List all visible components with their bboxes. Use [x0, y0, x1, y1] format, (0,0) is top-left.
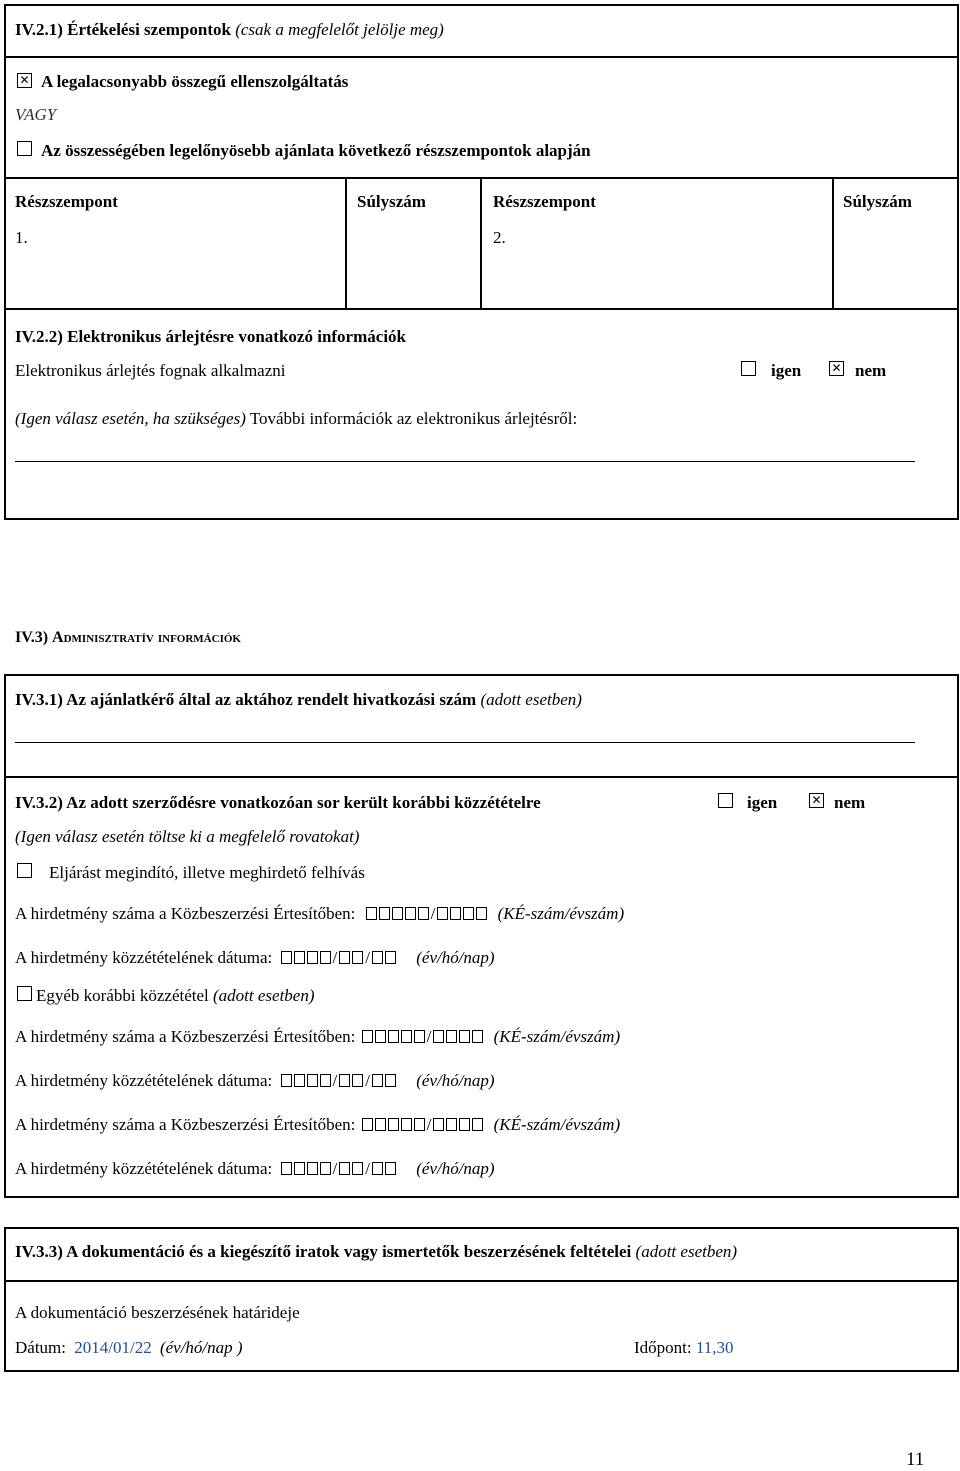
option-lowest-price: A legalacsonyabb összegű ellenszolgáltatás	[41, 72, 349, 91]
section-title	[15, 691, 582, 708]
section-title-note: (csak a megfelelőt jelölje meg)	[235, 20, 444, 39]
checkbox[interactable]	[718, 793, 733, 808]
date-value[interactable]: 2014/01/22	[74, 1338, 152, 1357]
checkbox[interactable]	[17, 986, 32, 1001]
no-label: nem	[855, 361, 887, 380]
table-col-divider	[345, 177, 347, 310]
time-row	[634, 1339, 733, 1356]
notice-number-hint: (KÉ-szám/évszám)	[497, 904, 625, 923]
info-text: További információk az elektronikus árlejtésről:	[249, 409, 578, 428]
slash: /	[332, 1159, 338, 1178]
notice-date-field[interactable]	[281, 1071, 398, 1090]
section-heading-prefix: IV.3)	[15, 629, 49, 646]
divider	[4, 776, 959, 778]
notice-date-row	[15, 1160, 495, 1177]
option-other-text: Egyéb korábbi közzététel	[36, 986, 209, 1005]
info-note: (Igen válasz esetén, ha szükséges)	[15, 409, 246, 428]
checked-checkbox[interactable]: ✕	[809, 793, 824, 808]
notice-number-hint: (KÉ-szám/évszám)	[493, 1027, 621, 1046]
notice-date-label: A hirdetmény közzétételének dátuma:	[15, 948, 273, 967]
section-title	[15, 1243, 737, 1260]
question-label: Elektronikus árlejtés fognak alkalmazni	[15, 361, 286, 380]
option-label: Eljárást megindító, illetve meghirdető felhívás	[49, 863, 365, 882]
table-header-weight: Súlyszám	[843, 192, 912, 211]
notice-date-row	[15, 949, 495, 966]
section-title	[15, 21, 444, 38]
section-title: IV.2.2) Elektronikus árlejtésre vonatkozó információk	[15, 327, 406, 346]
table-header-weight: Súlyszám	[357, 192, 426, 211]
notice-date-label: A hirdetmény közzétételének dátuma:	[15, 1071, 273, 1090]
slash: /	[332, 948, 338, 967]
checkbox[interactable]	[17, 863, 32, 878]
yes-label: igen	[771, 361, 802, 380]
notice-number-row	[15, 1028, 620, 1045]
date-label: Dátum:	[15, 1338, 66, 1357]
checkbox[interactable]	[17, 141, 32, 156]
slash: /	[332, 1071, 338, 1090]
notice-date-row	[15, 1072, 495, 1089]
time-label: Időpont:	[634, 1338, 692, 1357]
section-title-text: IV.3.3) A dokumentáció és a kiegészítő iratok vagy ismertetők beszerzésének feltételei	[15, 1242, 632, 1261]
option-other	[36, 987, 315, 1004]
time-value[interactable]: 11,30	[695, 1338, 734, 1357]
section-title-text: IV.2.1) Értékelési szempontok	[15, 20, 231, 39]
page-number: 11	[906, 1449, 925, 1470]
section-heading	[15, 630, 241, 646]
notice-number-hint: (KÉ-szám/évszám)	[493, 1115, 621, 1134]
section-title-note: (adott esetben)	[635, 1242, 738, 1261]
section-title: IV.3.2) Az adott szerződésre vonatkozóan sor került korábbi közzétételre	[15, 793, 541, 812]
deadline-label: A dokumentáció beszerzésének határideje	[15, 1303, 300, 1322]
table-header-subcriterion: Részszempont	[493, 192, 596, 211]
slash: /	[426, 1027, 432, 1046]
notice-number-label: A hirdetmény száma a Közbeszerzési Értesítőben:	[15, 1027, 356, 1046]
notice-number-field[interactable]	[362, 1027, 486, 1046]
slash: /	[365, 948, 370, 967]
notice-date-hint: (év/hó/nap)	[416, 1071, 495, 1090]
notice-number-row	[15, 1116, 620, 1133]
info-field-line[interactable]	[15, 461, 915, 462]
no-label: nem	[834, 793, 866, 812]
slash: /	[365, 1071, 370, 1090]
divider	[4, 1280, 959, 1282]
table-col-divider	[832, 177, 834, 310]
notice-number-row	[15, 905, 624, 922]
notice-number-field[interactable]	[366, 904, 490, 923]
or-label: VAGY	[15, 105, 57, 124]
notice-date-hint: (év/hó/nap)	[416, 948, 495, 967]
info-label	[15, 410, 577, 427]
date-hint: (év/hó/nap )	[159, 1338, 243, 1357]
section-title-text: IV.3.1) Az ajánlatkérő által az aktához rendelt hivatkozási szám	[15, 690, 477, 709]
section-title-note: (adott esetben)	[480, 690, 582, 709]
table-row-number: 2.	[493, 228, 506, 247]
reference-number-line[interactable]	[15, 742, 915, 743]
checked-checkbox[interactable]: ✕	[17, 73, 32, 88]
slash: /	[426, 1115, 432, 1134]
note: (Igen válasz esetén töltse ki a megfelelő rovatokat)	[15, 827, 360, 846]
slash: /	[430, 904, 436, 923]
notice-date-field[interactable]	[281, 1159, 398, 1178]
date-row	[15, 1339, 243, 1356]
notice-date-hint: (év/hó/nap)	[416, 1159, 495, 1178]
yes-label: igen	[747, 793, 778, 812]
notice-date-field[interactable]	[281, 948, 398, 967]
option-best-value: Az összességében legelőnyösebb ajánlata következő részszempontok alapján	[41, 141, 591, 160]
notice-date-label: A hirdetmény közzétételének dátuma:	[15, 1159, 273, 1178]
table-row-number: 1.	[15, 228, 28, 247]
section-heading-text: Adminisztratív információk	[52, 629, 241, 646]
notice-number-field[interactable]	[362, 1115, 486, 1134]
table-col-divider	[480, 177, 482, 310]
checkbox[interactable]	[741, 361, 756, 376]
checked-checkbox[interactable]: ✕	[829, 361, 844, 376]
divider	[4, 56, 959, 58]
slash: /	[365, 1159, 370, 1178]
table-header-subcriterion: Részszempont	[15, 192, 118, 211]
notice-number-label: A hirdetmény száma a Közbeszerzési Értesítőben:	[15, 904, 356, 923]
option-other-note: (adott esetben)	[213, 986, 315, 1005]
notice-number-label: A hirdetmény száma a Közbeszerzési Értesítőben:	[15, 1115, 356, 1134]
